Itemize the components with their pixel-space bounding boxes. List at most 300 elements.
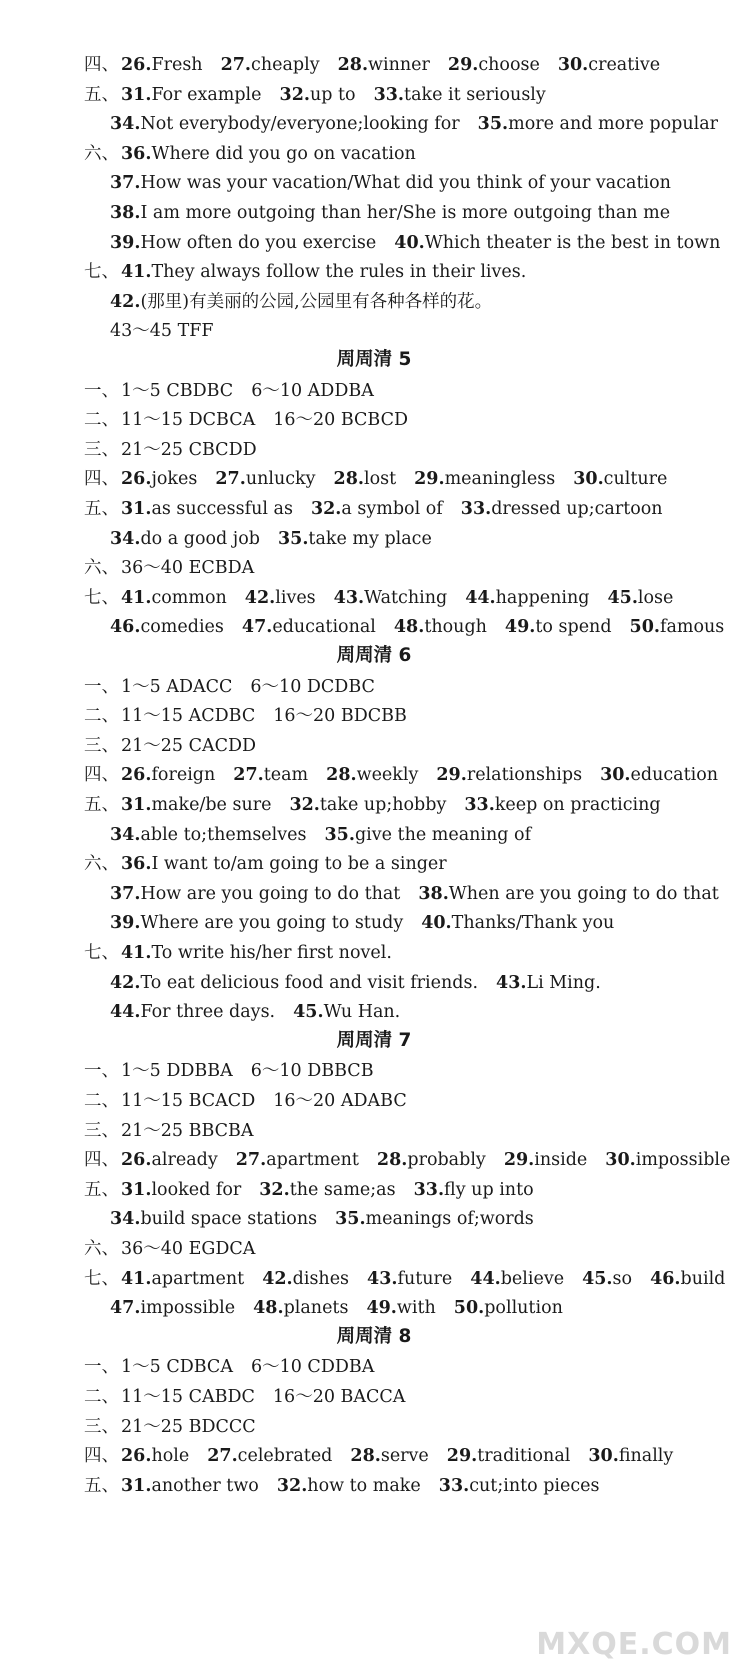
section-prefix: 三、: [84, 440, 119, 460]
question-number: 26.: [121, 55, 152, 75]
answer-text: to spend: [535, 617, 612, 637]
answer-text: looked for: [151, 1180, 242, 1200]
answer-text: 11～15 CABDC: [121, 1387, 255, 1407]
answer-text: I am more outgoing than her/She is more outgoing than me: [140, 203, 671, 223]
answer-text: fly up into: [444, 1180, 534, 1200]
answer-item: [478, 113, 718, 135]
answer-text: (那里)有美丽的公园,公园里有各种各样的花。: [140, 292, 493, 312]
answer-item: [121, 1090, 255, 1112]
question-number: 41.: [121, 262, 152, 282]
question-number: 27.: [235, 1150, 267, 1170]
section-prefix: 四、: [84, 55, 119, 75]
question-number: 49.: [504, 617, 536, 637]
answer-item: [121, 380, 233, 402]
answer-item: [573, 468, 667, 490]
question-number: 33.: [373, 85, 405, 105]
answer-item: [121, 143, 416, 165]
question-number: 43.: [333, 588, 365, 608]
question-number: 38.: [110, 203, 141, 223]
answer-item: [121, 1179, 241, 1201]
answer-item: [421, 912, 614, 934]
answer-text: famous: [659, 617, 725, 637]
answer-text: 6～10 DCDBC: [250, 677, 375, 697]
answer-text: take it seriously: [404, 85, 546, 105]
answer-text: dishes: [292, 1269, 350, 1289]
question-number: 31.: [121, 1180, 152, 1200]
answer-item: [110, 616, 224, 638]
answer-line: [84, 794, 661, 816]
answer-text: cheaply: [251, 55, 320, 75]
answer-text: though: [424, 617, 487, 637]
watermark-logo: MXQE.COM: [536, 1627, 732, 1662]
answer-text: relationships: [466, 765, 583, 785]
answer-text: Not everybody/everyone;looking for: [140, 114, 460, 134]
question-number: 50.: [453, 1298, 485, 1318]
answer-item: [121, 705, 255, 727]
answer-item: [121, 409, 255, 431]
answer-item: [233, 764, 308, 786]
answer-item: [121, 1268, 244, 1290]
answer-text: Fresh: [151, 55, 203, 75]
section-prefix: 二、: [84, 1387, 119, 1407]
answer-item: [418, 883, 718, 905]
question-number: 28.: [326, 765, 357, 785]
question-number: 35.: [277, 529, 309, 549]
answer-text: When are you going to do that: [448, 884, 719, 904]
answer-item: [221, 54, 320, 76]
section-prefix: 五、: [84, 85, 119, 105]
answer-text: 11～15 ACDBC: [121, 706, 256, 726]
question-number: 36.: [121, 854, 152, 874]
answer-text: apartment: [151, 1269, 245, 1289]
answer-item: [121, 1120, 254, 1142]
answer-item: [605, 1149, 730, 1171]
answer-item: [448, 54, 540, 76]
question-number: 37.: [110, 884, 141, 904]
question-number: 31.: [121, 85, 152, 105]
section-heading: 周周清 6: [336, 645, 412, 666]
answer-item: [414, 468, 555, 490]
answer-line: [84, 1179, 534, 1201]
answer-text: 6～10 DBBCB: [250, 1061, 374, 1081]
answer-text: 11～15 DCBCA: [121, 410, 256, 430]
question-number: 42.: [110, 292, 141, 312]
section-prefix: 七、: [84, 262, 119, 282]
question-number: 44.: [470, 1269, 501, 1289]
answer-text: common: [151, 588, 227, 608]
answer-line: [110, 1001, 400, 1023]
answer-text: a symbol of: [341, 499, 443, 519]
answer-item: [461, 498, 663, 520]
answer-item: [334, 468, 397, 490]
answer-item: [447, 1445, 571, 1467]
question-number: 38.: [418, 884, 449, 904]
question-number: 28.: [376, 1150, 408, 1170]
question-number: 39.: [110, 913, 141, 933]
answer-item: [465, 587, 589, 609]
answer-line: [110, 1208, 534, 1230]
answer-line: [84, 942, 392, 964]
answer-text: future: [397, 1269, 453, 1289]
question-number: 47.: [241, 617, 273, 637]
answer-line: [110, 616, 724, 638]
section-prefix: 一、: [84, 381, 119, 401]
section-prefix: 七、: [84, 1269, 119, 1289]
answer-text: 21～25 BBCBA: [121, 1121, 254, 1141]
answer-item: [350, 1445, 428, 1467]
answer-line: [110, 883, 719, 905]
answer-text: They always follow the rules in their lives.: [151, 262, 527, 282]
answer-text: culture: [603, 469, 668, 489]
answer-text: 6～10 CDDBA: [250, 1357, 375, 1377]
answer-text: choose: [478, 55, 540, 75]
question-number: 29.: [414, 469, 445, 489]
answer-text: comedies: [140, 617, 224, 637]
answer-item: [121, 1238, 255, 1260]
answer-line: [110, 320, 214, 342]
answer-item: [110, 113, 460, 135]
answer-item: [121, 1416, 256, 1438]
question-number: 27.: [220, 55, 252, 75]
answer-text: educational: [272, 617, 376, 637]
question-number: 49.: [366, 1298, 397, 1318]
answer-line: [110, 824, 531, 846]
section-prefix: 三、: [84, 1417, 119, 1437]
section-heading: 周周清 5: [336, 349, 412, 370]
answer-item: [394, 616, 487, 638]
question-number: 28.: [337, 55, 369, 75]
answer-item: [121, 764, 215, 786]
section-prefix: 一、: [84, 677, 119, 697]
answer-line: [84, 468, 667, 490]
section-prefix: 三、: [84, 736, 119, 756]
answer-item: [121, 84, 262, 106]
answer-text: Which theater is the best in town: [424, 233, 721, 253]
answer-text: For three days.: [140, 1002, 276, 1022]
question-number: 35.: [477, 114, 509, 134]
answer-item: [121, 261, 526, 283]
answer-line: [84, 380, 374, 402]
section-prefix: 四、: [84, 469, 119, 489]
answer-text: team: [263, 765, 309, 785]
answer-text: education: [630, 765, 719, 785]
answer-line: [84, 1238, 255, 1260]
answer-line: [84, 1475, 600, 1497]
answer-item: [121, 853, 447, 875]
answer-item: [630, 616, 725, 638]
question-number: 43.: [496, 973, 527, 993]
answer-text: unlucky: [245, 469, 316, 489]
answer-item: [121, 498, 293, 520]
answer-line: [110, 291, 492, 313]
question-number: 33.: [464, 795, 495, 815]
answer-text: 16～20 ADABC: [273, 1091, 407, 1111]
answer-item: [121, 1149, 218, 1171]
answer-item: [273, 1090, 406, 1112]
answer-text: 21～25 BDCCC: [121, 1417, 256, 1437]
question-number: 27.: [215, 469, 246, 489]
answer-text: Thanks/Thank you: [451, 913, 615, 933]
answer-text: as successful as: [151, 499, 293, 519]
answer-line: [84, 676, 375, 698]
question-number: 41.: [121, 943, 152, 963]
answer-item: [121, 1475, 259, 1497]
answer-text: finally: [618, 1446, 674, 1466]
answer-text: believe: [500, 1269, 565, 1289]
answer-item: [273, 705, 407, 727]
section-prefix: 五、: [84, 795, 119, 815]
answer-text: 16～20 BDCBB: [273, 706, 407, 726]
question-number: 32.: [289, 795, 320, 815]
question-number: 29.: [436, 765, 467, 785]
answer-text: more and more popular: [508, 114, 719, 134]
question-number: 26.: [121, 469, 152, 489]
answer-item: [250, 676, 375, 698]
section-prefix: 五、: [84, 1180, 119, 1200]
answer-line: [84, 1060, 374, 1082]
answer-item: [335, 1208, 534, 1230]
question-number: 30.: [557, 55, 589, 75]
answer-item: [439, 1475, 600, 1497]
answer-item: [110, 912, 403, 934]
answer-item: [607, 587, 673, 609]
answer-line: [84, 498, 663, 520]
question-number: 33.: [460, 499, 492, 519]
question-number: 29.: [446, 1446, 478, 1466]
answer-item: [293, 1001, 400, 1023]
answer-line: [84, 1416, 256, 1438]
answer-item: [110, 202, 670, 224]
question-number: 45.: [607, 588, 638, 608]
answer-item: [207, 1445, 332, 1467]
question-number: 41.: [121, 588, 152, 608]
answer-item: [262, 1268, 349, 1290]
answer-item: [110, 232, 376, 254]
answer-text: Watching: [364, 588, 448, 608]
question-number: 48.: [393, 617, 425, 637]
answer-text: able to;themselves: [140, 825, 307, 845]
answer-item: [251, 380, 374, 402]
answer-line: [110, 232, 720, 254]
answer-text: foreign: [151, 765, 216, 785]
answer-text: take up;hobby: [319, 795, 447, 815]
answer-text: 11～15 BCACD: [121, 1091, 256, 1111]
answer-line: [84, 1386, 405, 1408]
section-prefix: 七、: [84, 588, 119, 608]
section-prefix: 五、: [84, 1476, 119, 1496]
answer-item: [236, 1149, 359, 1171]
question-number: 45.: [293, 1002, 324, 1022]
answer-item: [110, 291, 492, 313]
answer-item: [582, 1268, 632, 1290]
answer-text: 1～5 DDBBA: [121, 1061, 233, 1081]
answer-line: [84, 764, 718, 786]
answer-item: [110, 1297, 235, 1319]
answer-text: To write his/her first novel.: [151, 943, 392, 963]
answer-item: [121, 557, 254, 579]
question-number: 28.: [333, 469, 364, 489]
answer-text: happening: [495, 588, 590, 608]
section-prefix: 二、: [84, 410, 119, 430]
question-number: 32.: [310, 499, 342, 519]
question-number: 42.: [262, 1269, 293, 1289]
question-number: 42.: [244, 588, 276, 608]
answer-item: [414, 1179, 534, 1201]
section-prefix: 六、: [84, 558, 119, 578]
answer-text: dressed up;cartoon: [491, 499, 663, 519]
answer-text: 36～40 EGDCA: [121, 1239, 256, 1259]
answer-line: [110, 1297, 563, 1319]
answer-line: [84, 1445, 673, 1467]
answer-line: [84, 1149, 730, 1171]
answer-text: apartment: [266, 1150, 359, 1170]
question-number: 34.: [110, 825, 141, 845]
answer-text: How are you going to do that: [140, 884, 401, 904]
answer-text: lives: [275, 588, 316, 608]
answer-item: [121, 468, 197, 490]
section-prefix: 一、: [84, 1357, 119, 1377]
answer-item: [289, 794, 446, 816]
question-number: 31.: [121, 795, 152, 815]
answer-item: [367, 1268, 452, 1290]
answer-text: I want to/am going to be a singer: [151, 854, 447, 874]
question-number: 33.: [413, 1180, 445, 1200]
question-number: 48.: [253, 1298, 284, 1318]
answer-item: [273, 1386, 406, 1408]
section-prefix: 四、: [84, 1446, 119, 1466]
answer-text: 1～5 ADACC: [121, 677, 233, 697]
section-heading: 周周清 8: [336, 1326, 412, 1347]
answer-item: [454, 1297, 563, 1319]
answer-text: up to: [309, 85, 356, 105]
section-prefix: 二、: [84, 706, 119, 726]
answer-line: [84, 439, 257, 461]
question-number: 34.: [110, 1209, 141, 1229]
answer-line: [84, 1268, 725, 1290]
answer-text: pollution: [484, 1298, 563, 1318]
answer-item: [251, 1060, 374, 1082]
answer-item: [121, 735, 256, 757]
answer-item: [110, 883, 400, 905]
answer-text: winner: [368, 55, 430, 75]
answer-text: serve: [380, 1446, 429, 1466]
question-number: 32.: [259, 1180, 290, 1200]
answer-text: 16～20 BCBCD: [273, 410, 409, 430]
section-heading: 周周清 7: [336, 1030, 412, 1051]
answer-text: creative: [588, 55, 661, 75]
answer-text: meaningless: [444, 469, 556, 489]
answer-text: 21～25 CBCDD: [121, 440, 257, 460]
section-prefix: 七、: [84, 943, 119, 963]
question-number: 32.: [276, 1476, 308, 1496]
question-number: 26.: [121, 1446, 152, 1466]
question-number: 32.: [279, 85, 310, 105]
answer-item: [110, 1208, 317, 1230]
answer-line: [84, 587, 673, 609]
answer-item: [253, 1297, 348, 1319]
answer-item: [394, 232, 720, 254]
answer-item: [259, 1179, 395, 1201]
question-number: 39.: [110, 233, 141, 253]
answer-text: lost: [363, 469, 397, 489]
answer-item: [496, 972, 601, 994]
answer-item: [436, 764, 582, 786]
answer-text: build: [680, 1269, 726, 1289]
answer-line: [84, 54, 660, 76]
answer-text: cut;into pieces: [469, 1476, 600, 1496]
answer-text: How was your vacation/What did you think of your vacation: [140, 173, 671, 193]
section-prefix: 四、: [84, 1150, 119, 1170]
section-prefix: 一、: [84, 1061, 119, 1081]
answer-text: Where did you go on vacation: [151, 144, 416, 164]
answer-text: meanings of;words: [365, 1209, 534, 1229]
question-number: 35.: [324, 825, 355, 845]
answer-item: [338, 54, 430, 76]
question-number: 40.: [421, 913, 452, 933]
section-prefix: 六、: [84, 144, 119, 164]
answer-item: [110, 824, 306, 846]
question-number: 42.: [110, 973, 141, 993]
answer-line: [84, 409, 408, 431]
answer-item: [588, 1445, 673, 1467]
answer-item: [121, 794, 271, 816]
answer-item: [377, 1149, 486, 1171]
answer-text: weekly: [356, 765, 419, 785]
answer-item: [110, 172, 671, 194]
question-number: 27.: [207, 1446, 238, 1466]
question-number: 40.: [394, 233, 425, 253]
question-number: 30.: [573, 469, 604, 489]
answer-line: [110, 202, 670, 224]
question-number: 31.: [121, 1476, 152, 1496]
question-number: 34.: [110, 529, 141, 549]
answer-item: [242, 616, 376, 638]
question-number: 28.: [350, 1446, 381, 1466]
answer-line: [84, 143, 416, 165]
section-prefix: 二、: [84, 1091, 119, 1111]
section-prefix: 六、: [84, 854, 119, 874]
answer-text: Wu Han.: [323, 1002, 401, 1022]
section-prefix: 三、: [84, 1121, 119, 1141]
answer-line: [110, 172, 671, 194]
question-number: 50.: [629, 617, 660, 637]
question-number: 46.: [110, 617, 141, 637]
answer-item: [110, 972, 478, 994]
answer-text: celebrated: [237, 1446, 333, 1466]
answer-item: [277, 1475, 421, 1497]
answer-item: [366, 1297, 435, 1319]
answer-item: [326, 764, 418, 786]
answer-text: make/be sure: [151, 795, 272, 815]
answer-item: [121, 54, 203, 76]
answer-text: probably: [407, 1150, 486, 1170]
section-prefix: 六、: [84, 1239, 119, 1259]
answer-line: [84, 1090, 407, 1112]
section-prefix: 五、: [84, 499, 119, 519]
answer-text: another two: [151, 1476, 259, 1496]
answer-text: For example: [151, 85, 262, 105]
section-prefix: 四、: [84, 765, 119, 785]
answer-item: [121, 676, 232, 698]
answer-item: [245, 587, 316, 609]
answer-text: 6～10 ADDBA: [251, 381, 374, 401]
answer-text: To eat delicious food and visit friends.: [140, 973, 479, 993]
answer-text: Where are you going to study: [140, 913, 404, 933]
question-number: 26.: [121, 1150, 152, 1170]
answer-item: [121, 439, 257, 461]
answer-text: take my place: [308, 529, 432, 549]
answer-item: [121, 942, 392, 964]
